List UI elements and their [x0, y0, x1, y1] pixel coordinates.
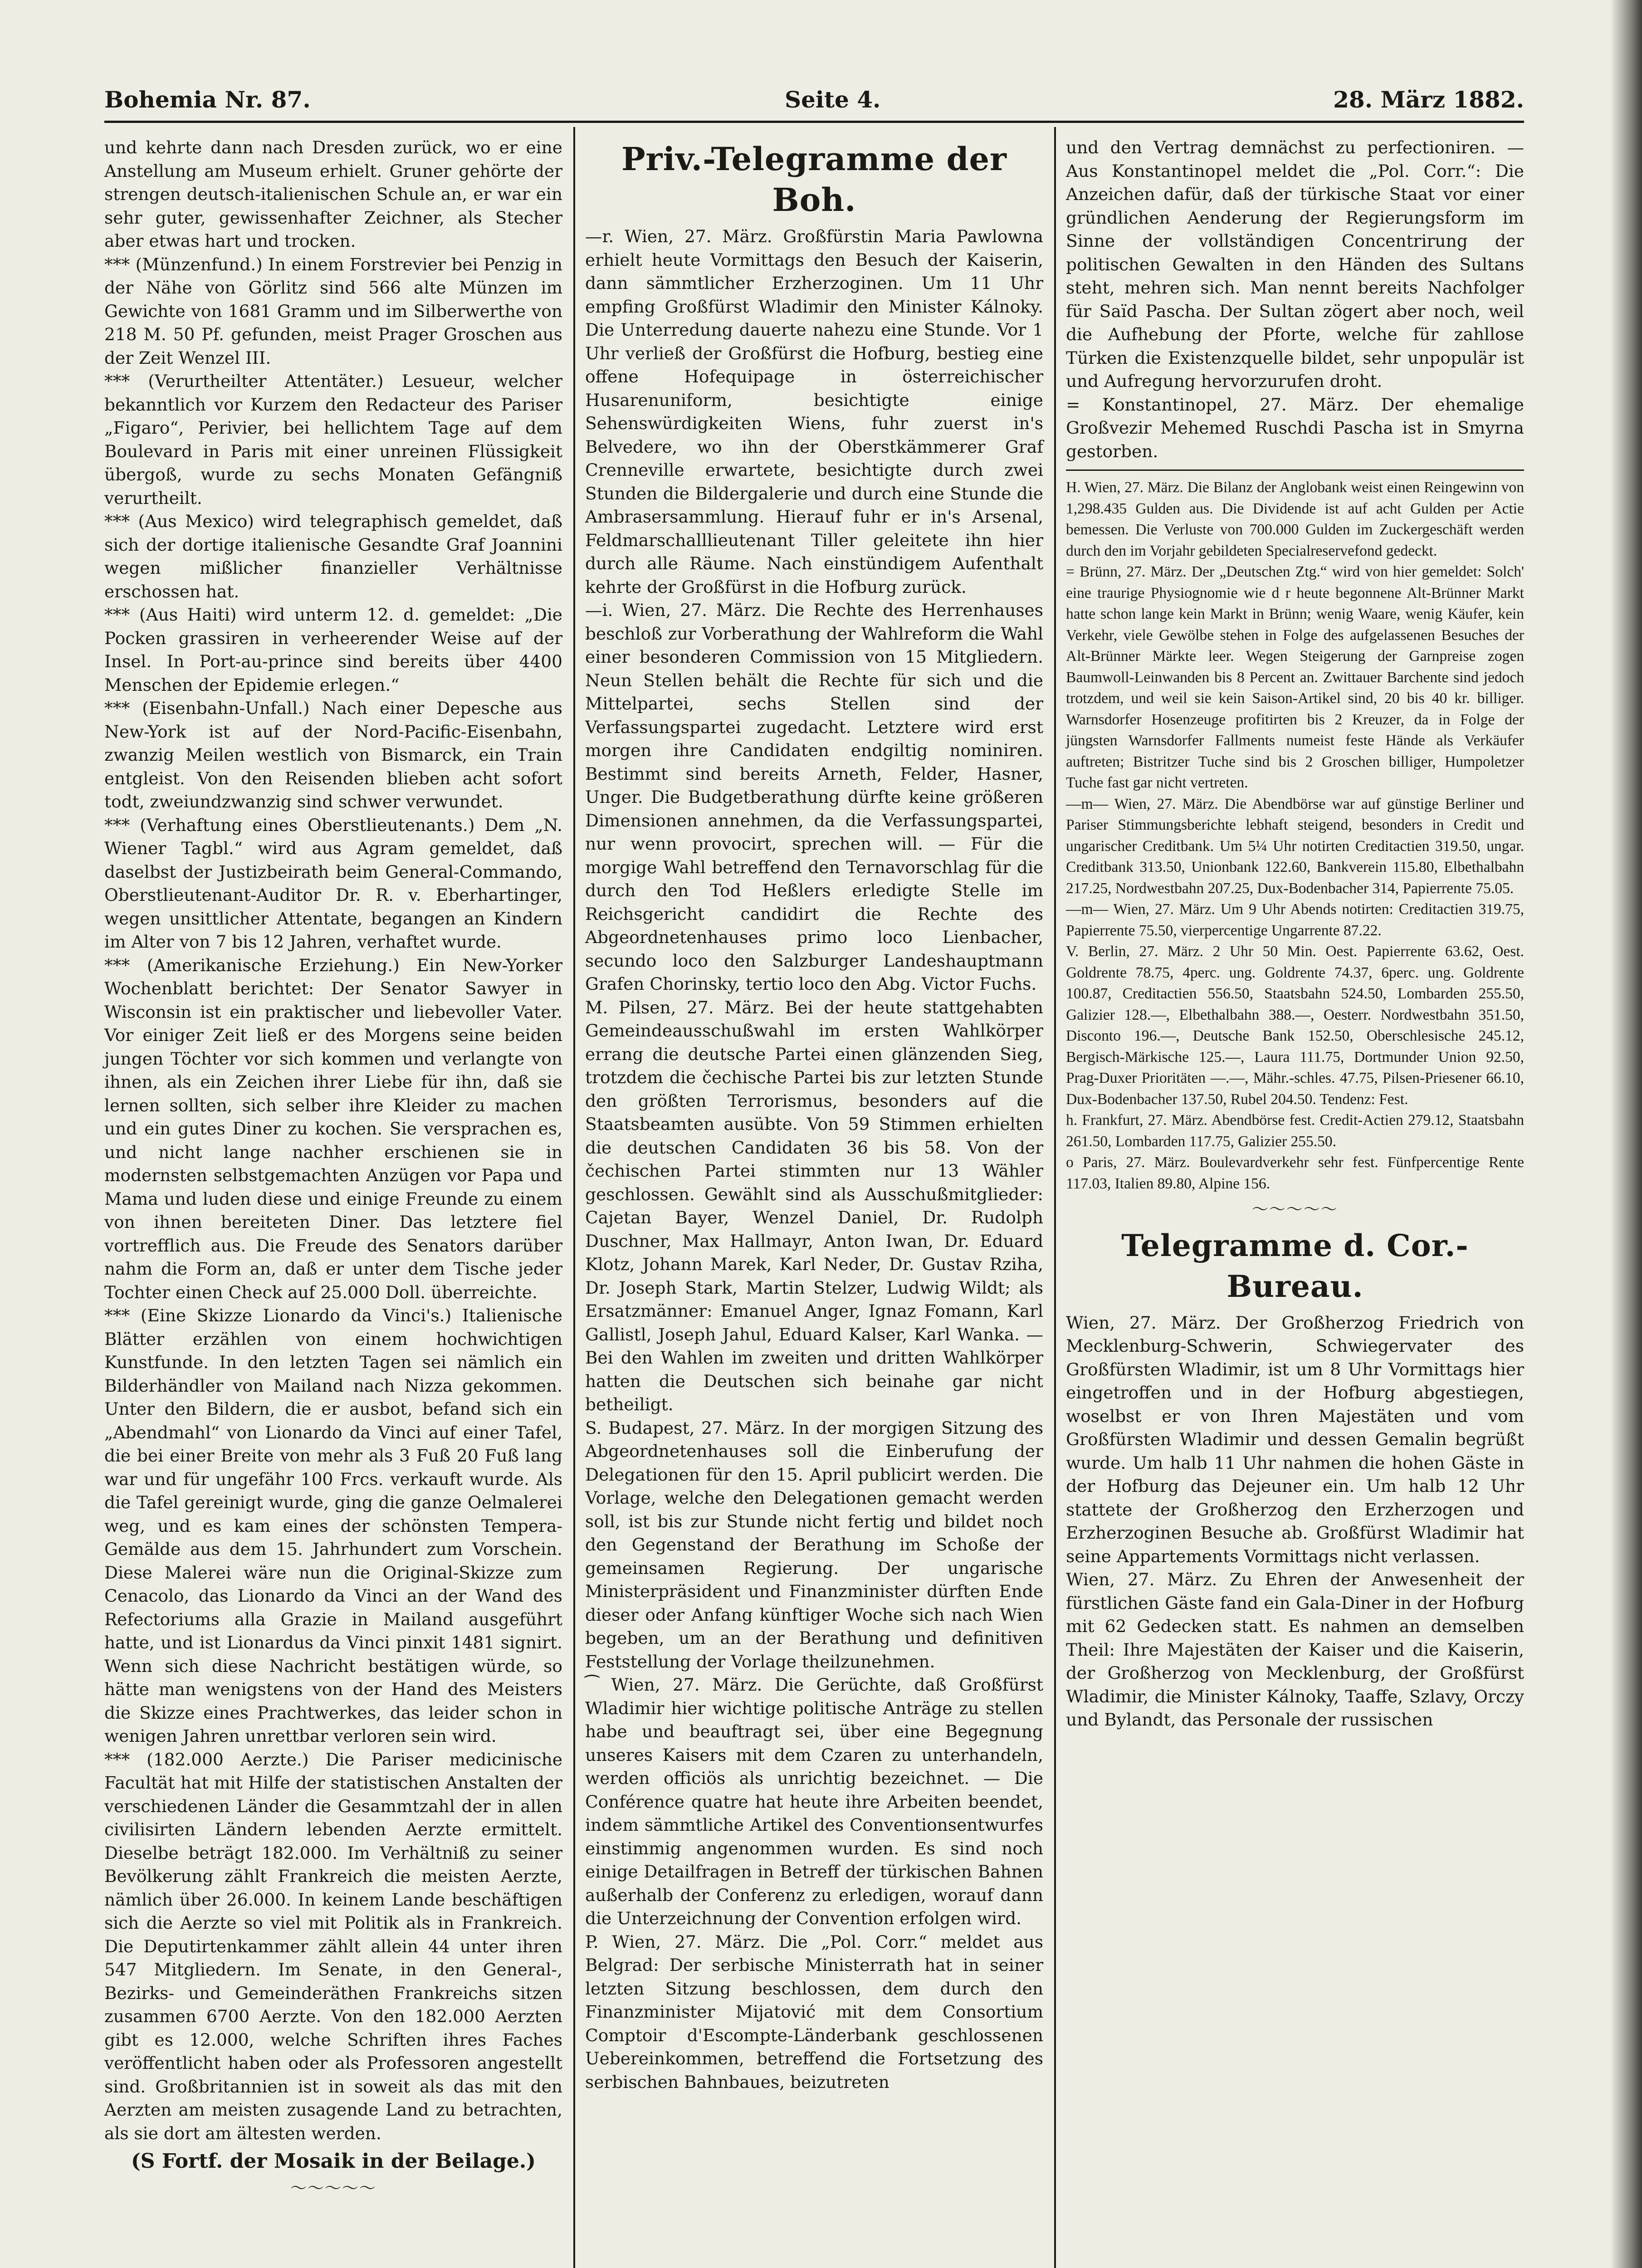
ornament-squiggle: ～～～～～	[1251, 1200, 1338, 1219]
market-report: o Paris, 27. März. Boulevardverkehr sehr fest. Fünfpercentige Rente 117.03, Italien 89.80, Alpine 156.	[1066, 1154, 1524, 1192]
telegram-paragraph: —i. Wien, 27. März. Die Rechte des Herrenhauses beschloß zur Vorberathung der Wahlreform die Wahl einer besonderen Commission von 15 Mitgliedern. Neun Stellen behält die Rechte für sich und die Mittelpartei, sechs Stellen sind der Verfassungspartei zugedacht. Letztere wird erst morgen ihre Candidaten endgiltig nominiren. Bestimmt sind bereits Arneth, Felder, Hasner, Unger. Die Budgetberathung dürfte keine größeren Dimensionen annehmen, da die Verfassungspartei, nur wenn provocirt, sprechen will. — Für die morgige Wahl betreffend den Ternavorschlag für die durch den Tod Heßlers erledigte Stelle im Reichsgericht candidirt die Rechte des Abgeordnetenhauses primo loco Lienbacher, secundo loco den Salzburger Landeshauptmann Grafen Chorinsky, tertio loco den Abg. Victor Fuchs.	[585, 600, 1043, 994]
article-paragraph: *** (Aus Haiti) wird unterm 12. d. gemeldet: „Die Pocken grassiren in verheerender Weise auf der Insel. In Port-au-prince sind bereits über 4400 Menschen der Epidemie erlegen.“	[104, 605, 562, 695]
column-divider-1	[573, 127, 575, 2268]
telegram-paragraph: ⁀ Wien, 27. März. Die Gerüchte, daß Großfürst Wladimir hier wichtige politische Anträge zu stellen habe und beauftragt sei, über eine Begegnung unseres Kaisers mit dem Czaren zu unterhandeln, werden officiös als unrichtig bezeichnet. — Die Conférence quatre hat heute ihre Arbeiten beendet, indem sämmtliche Artikel des Conventionsentwurfes einstimmig angenommen wurden. Es sind noch einige Detailfragen in Betreff der türkischen Bahnen außerhalb der Conferenz zu erledigen, worauf dann die Unterzeichnung der Convention erfolgen wird.	[585, 1675, 1043, 1928]
column-divider-2	[1054, 127, 1056, 2268]
article-paragraph: *** (182.000 Aerzte.) Die Pariser medicinische Facultät hat mit Hilfe der statistischen Anstalten der verschiedenen Länder die Gesammtzahl der in allen civilisirten Ländern lebenden Aerzte ermittelt. Dieselbe beträgt 182.000. Im Verhältniß zu seiner Bevölkerung zählt Frankreich die meisten Aerzte, nämlich über 26.000. In keinem Lande beschäftigen sich die Aerzte so viel mit Politik als in Frankreich. Die Deputirtenkammer zählt allein 44 unter ihren 547 Mitgliedern. Im Senate, in den General-, Bezirks- und Gemeinderäthen Frankreichs sitzen zusammen 6700 Aerzte. Von den 182.000 Aerzten gibt es 12.000, welche Schriften ihres Faches veröffentlicht haben oder als Professoren angestellt sind. Großbritannien ist in soweit als das mit den Aerzten am meisten zusagende Land zu betrachten, als sie dort am ältesten werden.	[104, 1749, 562, 2143]
continuation-note: (S Fortf. der Mosaik in der Beilage.)	[131, 2150, 536, 2173]
header-masthead: Bohemia Nr. 87.	[104, 86, 311, 113]
section-title-cor-bureau: Telegramme d. Cor.-Bureau.	[1121, 1227, 1469, 1304]
article-paragraph: *** (Eisenbahn-Unfall.) Nach einer Depesche aus New-York ist auf der Nord-Pacific-Eisenbahn, zwanzig Meilen westlich von Bismarck, ein Train entgleist. Von den Reisenden blieben acht sofort todt, zweiundzwanzig sind schwer verwundet.	[104, 698, 562, 811]
telegram-paragraph: und den Vertrag demnächst zu perfectioniren. — Aus Konstantinopel meldet die „Pol. Corr.“: Die Anzeichen dafür, daß der türkische Staat vor einer gründlichen Aenderung der Regierungsform im Sinne der vollständigen Concentrirung der politischen Gewalten in den Händen des Sultans steht, mehren sich. Man nennt bereits Nachfolger für Saïd Pascha. Der Sultan zögert aber noch, weil die Aufhebung der Pforte, welche für zahllose Türken die Existenzquelle bildet, sehr unpopulär ist und Aufregung hervorzurufen droht.	[1066, 137, 1524, 391]
telegram-paragraph: P. Wien, 27. März. Die „Pol. Corr.“ meldet aus Belgrad: Der serbische Ministerrath hat in seiner letzten Sitzung beschlossen, dem durch den Finanzminister Mijatović mit dem Consortium Comptoir d'Escompte-Länderbank geschlossenen Uebereinkommen, betreffend die Fortsetzung des serbischen Bahnbaues, beizutreten	[585, 1931, 1043, 2092]
telegram-paragraph: M. Pilsen, 27. März. Bei der heute stattgehabten Gemeindeausschußwahl im ersten Wahlkörper errang die deutsche Partei einen glänzenden Sieg, trotzdem die čechische Partei bis zur letzten Stunde den größten Terrorismus, besonders auf die Staatsbeamten ausübte. Von 59 Stimmen erhielten die deutschen Candidaten 36 bis 58. Von der čechischen Partei stimmten nur 13 Wähler geschlossen. Gewählt sind als Ausschußmitglieder: Cajetan Bayer, Wenzel Daniel, Dr. Rudolph Duschner, Max Hallmayr, Anton Iwan, Dr. Eduard Klotz, Johann Marek, Karl Neder, Dr. Gustav Rziha, Dr. Joseph Stark, Martin Stelzer, Ludwig Wildt; als Ersatzmänner: Emanuel Anger, Ignaz Fomann, Karl Gallistl, Joseph Jahul, Eduard Kalser, Karl Wanka. — Bei den Wahlen im zweiten und dritten Wahlkörper hatten die Deutschen sich beinahe gar nicht betheiligt.	[585, 997, 1043, 1414]
market-report: H. Wien, 27. März. Die Bilanz der Anglobank weist einen Reingewinn von 1,298.435 Gulden aus. Die Dividende ist auf acht Gulden per Actie bemessen. Die Verluste von 700.000 Gulden im Zuckergeschäft werden durch den im Vorjahr gebildeten Specialreservefond gedeckt.	[1066, 479, 1524, 559]
article-paragraph: *** (Verurtheilter Attentäter.) Lesueur, welcher bekanntlich vor Kurzem den Redacteur des Pariser „Figaro“, Perivier, bei hellichtem Tage auf dem Boulevard in Paris mit einer unreinen Flüssigkeit übergoß, wurde zu sechs Monaten Gefängniß verurtheilt.	[104, 371, 562, 508]
header-rule	[104, 121, 1524, 123]
column-1	[104, 136, 562, 2268]
telegram-paragraph: Wien, 27. März. Zu Ehren der Anwesenheit der fürstlichen Gäste fand ein Gala-Diner in der Hofburg mit 62 Gedecken statt. Es nahmen an demselben Theil: Ihre Majestäten der Kaiser und die Kaiserin, der Großherzog von Mecklenburg, der Großfürst Wladimir, die Minister Kálnoky, Taaffe, Szlavy, Orczy und Bylandt, das Personale der russischen	[1066, 1569, 1524, 1730]
article-paragraph: *** (Münzenfund.) In einem Forstrevier bei Penzig in der Nähe von Görlitz sind 566 alte Münzen im Gewichte von 1681 Gramm und im Silberwerthe von 218 M. 50 Pf. gefunden, meist Prager Groschen aus der Zeit Wenzel III.	[104, 254, 562, 368]
article-paragraph: *** (Verhaftung eines Oberstlieutenants.) Dem „N. Wiener Tagbl.“ wird aus Agram gemeldet, daß daselbst der Justizbeirath beim General-Commando, Oberstlieutenant-Auditor Dr. R. v. Eberhartinger, wegen unsittlicher Attentate, begangen an Kindern im Alter von 7 bis 12 Jahren, verhaftet wurde.	[104, 815, 562, 952]
market-report: —m— Wien, 27. März. Um 9 Uhr Abends notirten: Creditactien 319.75, Papierrente 75.50, vierpercentige Ungarrente 87.22.	[1066, 901, 1524, 939]
article-paragraph: *** (Amerikanische Erziehung.) Ein New-Yorker Wochenblatt berichtet: Der Senator Sawyer in Wisconsin ist ein praktischer und liebevoller Vater. Vor einiger Zeit ließ er des Morgens seine beiden jungen Töchter vor sich kommen und verlangte von ihnen, als ein Zeichen ihrer Liebe für ihn, daß sie lernen sollten, sich selber ihre Kleider zu machen und ein gutes Diner zu kochen. Sie versprachen es, und nicht lange nachher erschienen sie in modernsten selbstgemachten Anzügen vor Papa und Mama und luden diese und einige Freunde zu einem von ihnen bereiteten Diner. Das letztere fiel vortrefflich aus. Die Freude des Senators darüber nahm die Form an, daß er unter dem Tische jeder Tochter einen Check auf 25.000 Doll. überreichte.	[104, 955, 562, 1302]
column-3	[1066, 136, 1524, 2268]
header-page-number: Seite 4.	[785, 86, 881, 113]
telegram-paragraph: S. Budapest, 27. März. In der morgigen Sitzung des Abgeordnetenhauses soll die Einberufung der Delegationen für den 15. April publicirt werden. Die Vorlage, welche den Delegationen gemacht werden soll, ist bis zur Stunde nicht fertig und bildet noch den Gegenstand der Berathung im Schoße der gemeinsamen Regierung. Der ungarische Ministerpräsident und Finanzminister dürften Ende dieser oder Anfang künftiger Woche sich nach Wien begeben, um an der Berathung und definitiven Feststellung der Vorlage theilzunehmen.	[585, 1418, 1043, 1672]
market-report: V. Berlin, 27. März. 2 Uhr 50 Min. Oest. Papierrente 63.62, Oest. Goldrente 78.75, 4perc. ung. Goldrente 74.37, 6perc. ung. Goldrente 100.87, Creditactien 556.50, Staatsbahn 524.50, Lombarden 255.50, Galizier 128.—, Elbethalbahn 388.—, Oesterr. Nordwestbahn 351.50, Disconto 196.—, Deutsche Bank 152.50, Oberschlesische 245.12, Bergisch-Märkische 125.—, Laura 111.75, Dortmunder Union 92.50, Prag-Duxer Prioritäten —.—, Mähr.-schles. 47.75, Pilsen-Priesener 66.10, Dux-Bodenbacher 137.50, Rubel 204.50. Tendenz: Fest.	[1066, 943, 1524, 1108]
header-date: 28. März 1882.	[1333, 86, 1524, 113]
article-paragraph: und kehrte dann nach Dresden zurück, wo er eine Anstellung am Museum erhielt. Gruner gehörte der strengen deutsch-italienischen Schule an, er war ein sehr guter, gewissenhafter Zeichner, als Stecher aber etwas hart und trocken.	[104, 137, 562, 251]
page-edge-shadow	[1610, 0, 1642, 2268]
telegram-paragraph: = Konstantinopel, 27. März. Der ehemalige Großvezir Mehemed Ruschdi Pascha ist in Smyrna gestorben.	[1066, 394, 1524, 461]
ornament-squiggle: ～～～～～	[290, 2179, 376, 2198]
page-header	[104, 86, 1524, 118]
column-2	[585, 136, 1043, 2268]
market-report: h. Frankfurt, 27. März. Abendbörse fest. Credit-Actien 279.12, Staatsbahn 261.50, Lombarden 117.75, Galizier 255.50.	[1066, 1112, 1524, 1150]
article-paragraph: *** (Aus Mexico) wird telegraphisch gemeldet, daß sich der dortige italienische Gesandte Graf Joannini wegen mißlicher finanzieller Verhältnisse erschossen hat.	[104, 511, 562, 601]
section-title-priv-telegramme: Priv.-Telegramme der Boh.	[621, 140, 1007, 219]
telegram-paragraph: —r. Wien, 27. März. Großfürstin Maria Pawlowna erhielt heute Vormittags den Besuch der Kaiserin, dann sämmtlicher Erzherzoginen. Um 11 Uhr empfing Großfürst Wladimir den Minister Kálnoky. Die Unterredung dauerte nahezu eine Stunde. Vor 1 Uhr verließ der Großfürst die Hofburg, bestieg eine offene Hofequipage in österreichischer Husarenuniform, besichtigte einige Sehenswürdigkeiten Wiens, fuhr zuerst in's Belvedere, wo ihn der Oberstkämmerer Graf Crenneville erwartete, besichtigte durch zwei Stunden die Bildergalerie und durch eine Stunde die Ambrasersammlung. Hierauf fuhr er in's Arsenal, Feldmarschalllieutenant Tiller geleitete ihn hier durch alle Räume. Nach einstündigem Aufenthalt kehrte der Großfürst in die Hofburg zurück.	[585, 226, 1043, 597]
market-report: = Brünn, 27. März. Der „Deutschen Ztg.“ wird von hier gemeldet: Solch' eine traurige Physiognomie wie d r heute begonnene Alt-Brünner Markt hatte schon lange kein Markt in Brünn; wenig Waare, wenig Käufer, kein Verkehr, viele Gewölbe stehen in Folge des aufgelassenen Besuches der Alt-Brünner Märkte leer. Wegen Steigerung der Garnpreise zogen Baumwoll-Leinwanden bis 8 Percent an. Zwittauer Barchente sind jedoch trotzdem, und weil sie kein Saison-Artikel sind, 20 bis 40 kr. billiger. Warnsdorfer Hosenzeuge profitirten bis 2 Kreuzer, da in Folge der jüngsten Warnsdorfer Fallments numeist feste Hände als Verkäufer auftreten; Bistritzer Tuche sind bis 2 Groschen billiger, Humpoletzer Tuche fast gar nicht vertreten.	[1066, 563, 1524, 791]
article-paragraph: *** (Eine Skizze Lionardo da Vinci's.) Italienische Blätter erzählen von einem hochwichtigen Kunstfunde. In den letzten Tagen sei nämlich ein Bilderhändler von Mailand nach Nizza gekommen. Unter den Bildern, die er ausbot, befand sich ein „Abendmahl“ von Lionardo da Vinci auf einer Tafel, die bei einer Breite von mehr als 3 Fuß 20 Fuß lang war und für ungefähr 100 Frcs. verkauft wurde. Als die Tafel gereinigt wurde, ging die ganze Oelmalerei weg, und es kam eines der schönsten Tempera-Gemälde aus dem 15. Jahrhundert zum Vorschein. Diese Malerei wäre nun die Original-Skizze zum Cenacolo, das Lionardo da Vinci an der Wand des Refectoriums alla Grazie in Mailand ausgeführt hatte, und ist Lionardus da Vinci pinxit 1481 signirt. Wenn sich diese Nachricht bestätigen würde, so hätte man wenigstens von der Hand des Meisters die Skizze eines Prachtwerkes, das leider schon in wenigen Jahren unrettbar verloren sein wird.	[104, 1305, 562, 1746]
section-rule	[1066, 469, 1524, 471]
market-report: —m— Wien, 27. März. Die Abendbörse war auf günstige Berliner und Pariser Stimmungsberichte lebhaft steigend, besonders in Credit und ungarischer Creditbank. Um 5¼ Uhr notirten Creditactien 319.50, ungar. Creditbank 313.50, Unionbank 122.60, Bankverein 115.80, Elbethalbahn 217.25, Nordwestbahn 207.25, Dux-Bodenbacher 314, Papierrente 75.05.	[1066, 795, 1524, 897]
telegram-paragraph: Wien, 27. März. Der Großherzog Friedrich von Mecklenburg-Schwerin, Schwiegervater des Großfürsten Wladimir, ist um 8 Uhr Vormittags hier eingetroffen und in der Hofburg abgestiegen, woselbst er von Ihren Majestäten und vom Großfürsten Wladimir und dessen Gemalin begrüßt wurde. Um halb 11 Uhr nahmen die hohen Gäste in der Hofburg das Dejeuner ein. Um halb 12 Uhr stattete der Großherzog den Erzherzogen und Erzherzoginen Besuche ab. Großfürst Wladimir hat seine Appartements Vormittags nicht verlassen.	[1066, 1312, 1524, 1566]
